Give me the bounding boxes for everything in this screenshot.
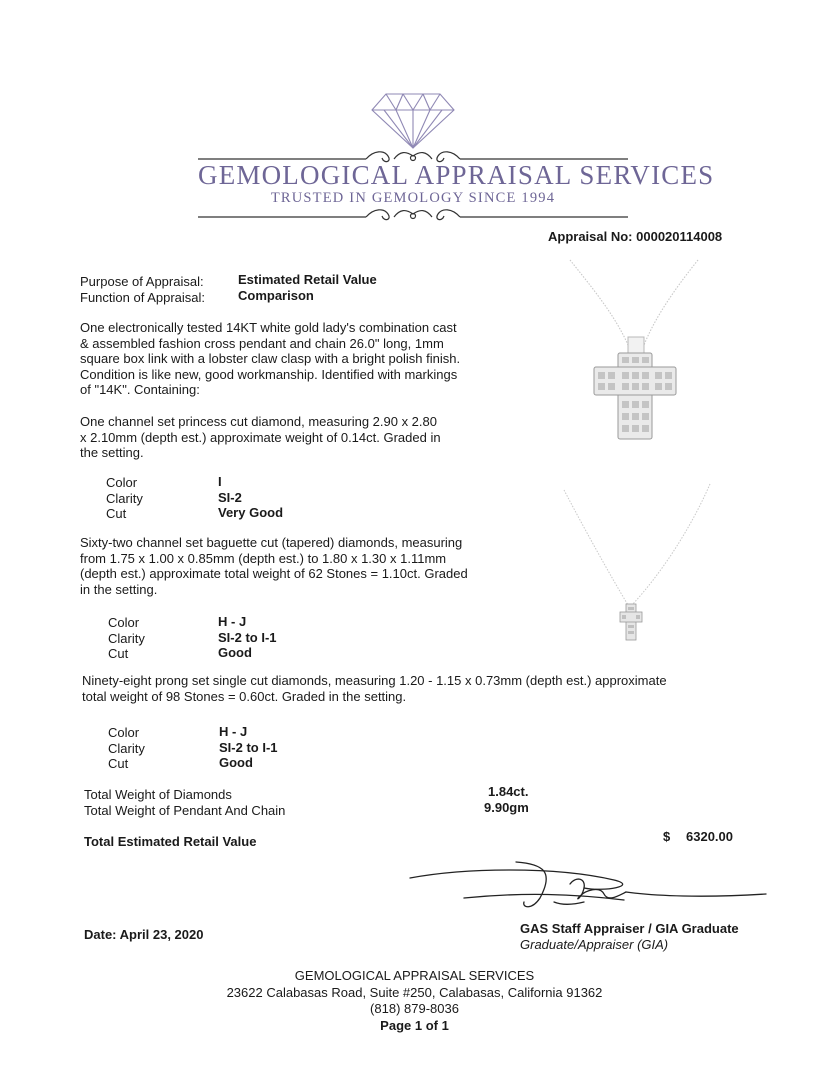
function-value: Comparison (238, 288, 314, 303)
stone2-grade-labels (108, 615, 145, 662)
stone1-grade-values (218, 474, 283, 521)
stone1-description (80, 414, 500, 461)
pendant-full-image (560, 480, 720, 650)
stone3-grade-values (219, 724, 278, 771)
stone3-grade-labels (108, 725, 145, 772)
description-line: One electronically tested 14KT white gold lady's combination cast (80, 320, 457, 335)
appraiser-signature (404, 858, 774, 918)
stone2-description (80, 535, 510, 597)
total-diamonds-label: Total Weight of Diamonds (84, 787, 232, 802)
footer-address: 23622 Calabasas Road, Suite #250, Calabasas, California 91362 (226, 984, 603, 1000)
total-pendant-value: 9.90gm (484, 800, 529, 815)
stone2-line: from 1.75 x 1.00 x 0.85mm (depth est.) to 1.80 x 1.30 x 1.11mm (80, 550, 447, 566)
total-retail-label: Total Estimated Retail Value (84, 834, 257, 849)
description-line: of "14K". Containing: (80, 382, 200, 397)
grade-value-color: H - J (218, 614, 247, 629)
stone1-line: the setting. (80, 445, 144, 460)
grade-value-cut: Good (218, 645, 252, 660)
company-tagline: TRUSTED IN GEMOLOGY SINCE 1994 (270, 190, 556, 206)
description-line: Condition is like new, good workmanship. Identified with markings (80, 366, 458, 382)
stone3-description (82, 673, 722, 704)
stone2-line: Sixty-two channel set baguette cut (tapered) diamonds, measuring (80, 535, 463, 550)
item-description (80, 320, 500, 398)
grade-label-cut: Cut (108, 756, 129, 771)
grade-label-color: Color (108, 615, 140, 630)
grade-value-clarity: SI-2 to I-1 (219, 739, 278, 755)
appraiser-title: GAS Staff Appraiser / GIA Graduate (520, 921, 739, 936)
total-diamonds-value: 1.84ct. (488, 784, 529, 799)
stone1-line: One channel set princess cut diamond, measuring 2.90 x 2.80 (80, 414, 437, 429)
description-line: & assembled fashion cross pendant and chain 26.0" long, 1mm (80, 335, 444, 351)
footer-page-number: Page 1 of 1 (380, 1017, 449, 1033)
retail-currency: $ (663, 829, 671, 844)
pendant-closeup-image (560, 255, 710, 445)
grade-label-clarity: Clarity (106, 490, 143, 506)
date: Date: April 23, 2020 (84, 927, 204, 942)
footer-phone: (818) 879-8036 (370, 1001, 459, 1016)
retail-value: 6320.00 (686, 829, 733, 844)
grade-value-cut: Very Good (218, 505, 284, 520)
footer (0, 968, 829, 1034)
description-line: square box link with a lobster claw clasp with a bright polish finish. (80, 351, 461, 366)
grade-value-color: I (218, 474, 222, 489)
total-pendant-label: Total Weight of Pendant And Chain (84, 803, 286, 818)
diamond-logo-icon (370, 92, 456, 150)
purpose-label: Purpose of Appraisal: (80, 274, 204, 289)
appraisal-number: Appraisal No: 000020114008 (548, 229, 723, 244)
stone1-line: x 2.10mm (depth est.) approximate weight of 0.14ct. Graded in (80, 429, 441, 445)
footer-company: GEMOLOGICAL APPRAISAL SERVICES (294, 968, 535, 983)
grade-label-color: Color (106, 475, 138, 490)
appraiser-subtitle: Graduate/Appraiser (GIA) (520, 937, 669, 952)
company-title: GEMOLOGICAL APPRAISAL SERVICES (198, 160, 715, 190)
grade-label-cut: Cut (108, 646, 129, 661)
stone3-line: Ninety-eight prong set single cut diamonds, measuring 1.20 - 1.15 x 0.73mm (depth est.) approximate (82, 673, 667, 688)
bottom-ornament-rule (198, 206, 628, 226)
stone2-line: (depth est.) approximate total weight of 62 Stones = 1.10ct. Graded (80, 566, 468, 581)
grade-label-color: Color (108, 725, 140, 740)
purpose-value: Estimated Retail Value (238, 272, 377, 287)
stone2-grade-values (218, 614, 277, 661)
stone1-grade-labels (106, 475, 143, 522)
grade-value-cut: Good (219, 755, 253, 770)
function-label: Function of Appraisal: (80, 290, 206, 305)
grade-value-clarity: SI-2 to I-1 (218, 629, 277, 645)
grade-value-color: H - J (219, 724, 248, 739)
grade-value-clarity: SI-2 (218, 489, 242, 505)
grade-label-clarity: Clarity (108, 740, 145, 756)
stone2-line: in the setting. (80, 581, 158, 597)
grade-label-clarity: Clarity (108, 630, 145, 646)
stone3-line: total weight of 98 Stones = 0.60ct. Graded in the setting. (82, 688, 407, 704)
grade-label-cut: Cut (106, 506, 127, 521)
